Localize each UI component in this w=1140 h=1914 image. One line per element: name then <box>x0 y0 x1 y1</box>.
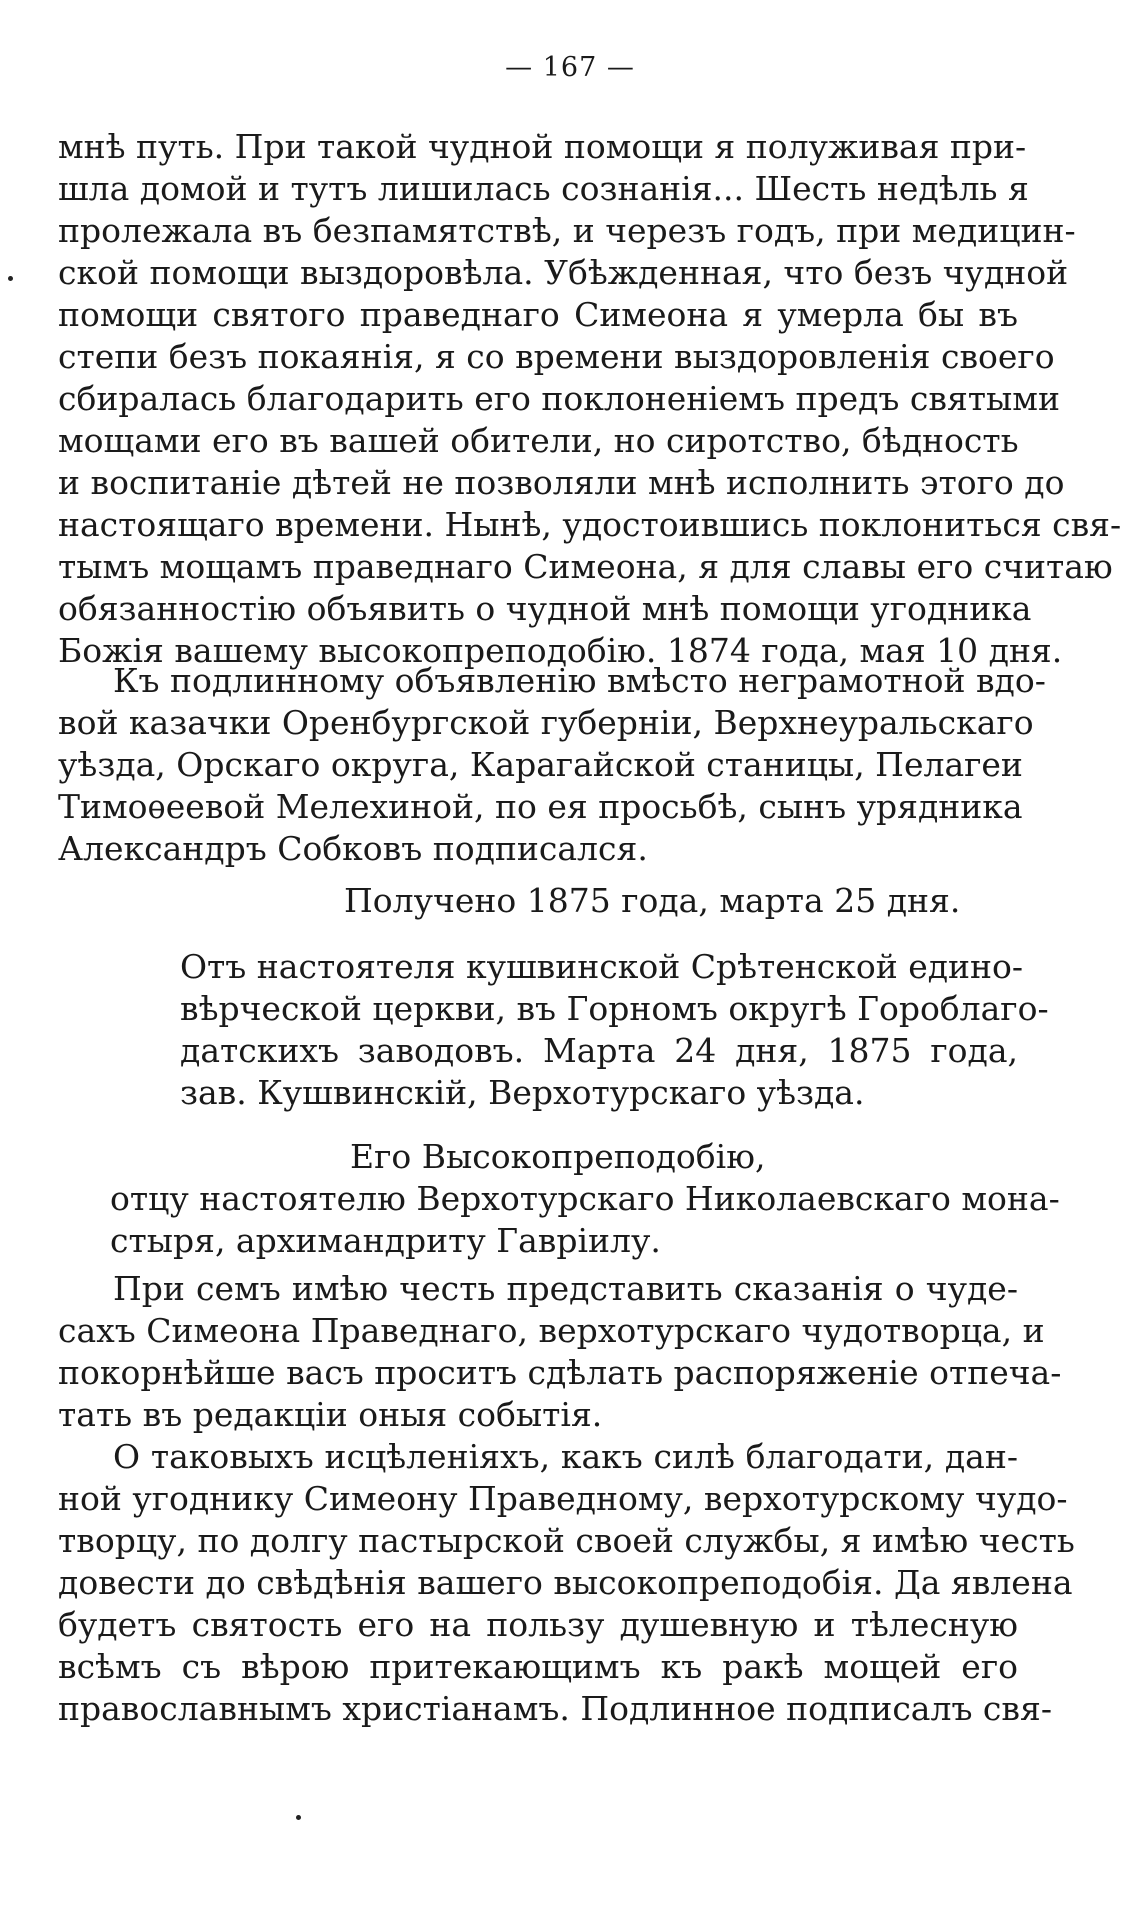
text-line: всѣмъ съ вѣрою притекающимъ къ ракѣ мощей его <box>58 1647 1018 1686</box>
text-line: тымъ мощамъ праведнаго Симеона, я для славы его считаю <box>58 547 1113 586</box>
print-speck <box>8 276 13 281</box>
text-line: зав. Кушвинскій, Верхотурскаго уѣзда. <box>180 1073 865 1112</box>
text-line: ской помощи выздоровѣла. Убѣжденная, что безъ чудной <box>58 253 1069 292</box>
address-block <box>110 1178 1060 1262</box>
text-line: При семъ имѣю честь представить сказанія о чуде- <box>113 1269 1018 1308</box>
page-number: — 167 — <box>505 52 635 83</box>
text-line: мнѣ путь. При такой чудной помощи я полуживая при- <box>58 127 1027 166</box>
text-line: православнымъ христіанамъ. Подлинное подписалъ свя- <box>58 1689 1052 1728</box>
text-line: датскихъ заводовъ. Марта 24 дня, 1875 года, <box>180 1031 1018 1070</box>
text-line: Къ подлинному объявленію вмѣсто неграмотной вдо- <box>113 661 1046 700</box>
text-line: степи безъ покаянія, я со времени выздоровленія своего <box>58 337 1055 376</box>
text-line: О таковыхъ исцѣленіяхъ, какъ силѣ благодати, дан- <box>113 1437 1018 1476</box>
text-line: Божія вашему высокопреподобію. 1874 года, мая 10 дня. <box>58 631 1063 670</box>
paragraph-4 <box>58 1436 1075 1730</box>
text-line: вой казачки Оренбургской губерніи, Верхнеуральскаго <box>58 703 1034 742</box>
text-line: довести до свѣдѣнія вашего высокопреподобія. Да явлена <box>58 1563 1073 1602</box>
text-line: пролежала въ безпамятствѣ, и черезъ годъ, при медицин- <box>58 211 1076 250</box>
text-line: сахъ Симеона Праведнаго, верхотурскаго чудотворца, и <box>58 1311 1045 1350</box>
text-line: сбиралась благодарить его поклоненіемъ предъ святыми <box>58 379 1060 418</box>
text-line: стыря, архимандриту Гавріилу. <box>110 1221 661 1260</box>
print-speck <box>296 1815 301 1820</box>
text-line: и воспитаніе дѣтей не позволяли мнѣ исполнить этого до <box>58 463 1065 502</box>
sender-block <box>180 946 1049 1114</box>
text-line: уѣзда, Орскаго округа, Карагайской станицы, Пелагеи <box>58 745 1023 784</box>
text-line: мощами его въ вашей обители, но сиротство, бѣдность <box>58 421 1019 460</box>
paragraph-3 <box>58 1268 1062 1436</box>
text-line: вѣрческой церкви, въ Горномъ округѣ Гороблаго- <box>180 989 1049 1028</box>
received-date-line: Получено 1875 года, марта 25 дня. <box>344 881 961 920</box>
text-line: будетъ святость его на пользу душевную и тѣлесную <box>58 1605 1018 1644</box>
text-line: отцу настоятелю Верхотурскаго Николаевскаго мона- <box>110 1179 1060 1218</box>
paragraph-1 <box>58 126 1122 672</box>
text-line: ной угоднику Симеону Праведному, верхотурскому чудо- <box>58 1479 1068 1518</box>
text-line: Александръ Собковъ подписался. <box>58 829 648 868</box>
paragraph-2 <box>58 660 1046 870</box>
text-line: Тимоѳеевой Мелехиной, по ея просьбѣ, сынъ урядника <box>58 787 1023 826</box>
text-line: тать въ редакціи оныя событія. <box>58 1395 603 1434</box>
text-line: обязанностію объявить о чудной мнѣ помощи угодника <box>58 589 1032 628</box>
text-line: творцу, по долгу пастырской своей службы, я имѣю честь <box>58 1521 1075 1560</box>
text-line: покорнѣйше васъ проситъ сдѣлать распоряженіе отпеча- <box>58 1353 1062 1392</box>
text-line: настоящаго времени. Нынѣ, удостоившись поклониться свя- <box>58 505 1122 544</box>
text-line: шла домой и тутъ лишилась сознанія... Шесть недѣль я <box>58 169 1029 208</box>
text-line: помощи святого праведнаго Симеона я умерла бы въ <box>58 295 1018 334</box>
text-line: Отъ настоятеля кушвинской Срѣтенской едино- <box>180 947 1024 986</box>
address-salutation: Его Высокопреподобію, <box>350 1137 766 1176</box>
